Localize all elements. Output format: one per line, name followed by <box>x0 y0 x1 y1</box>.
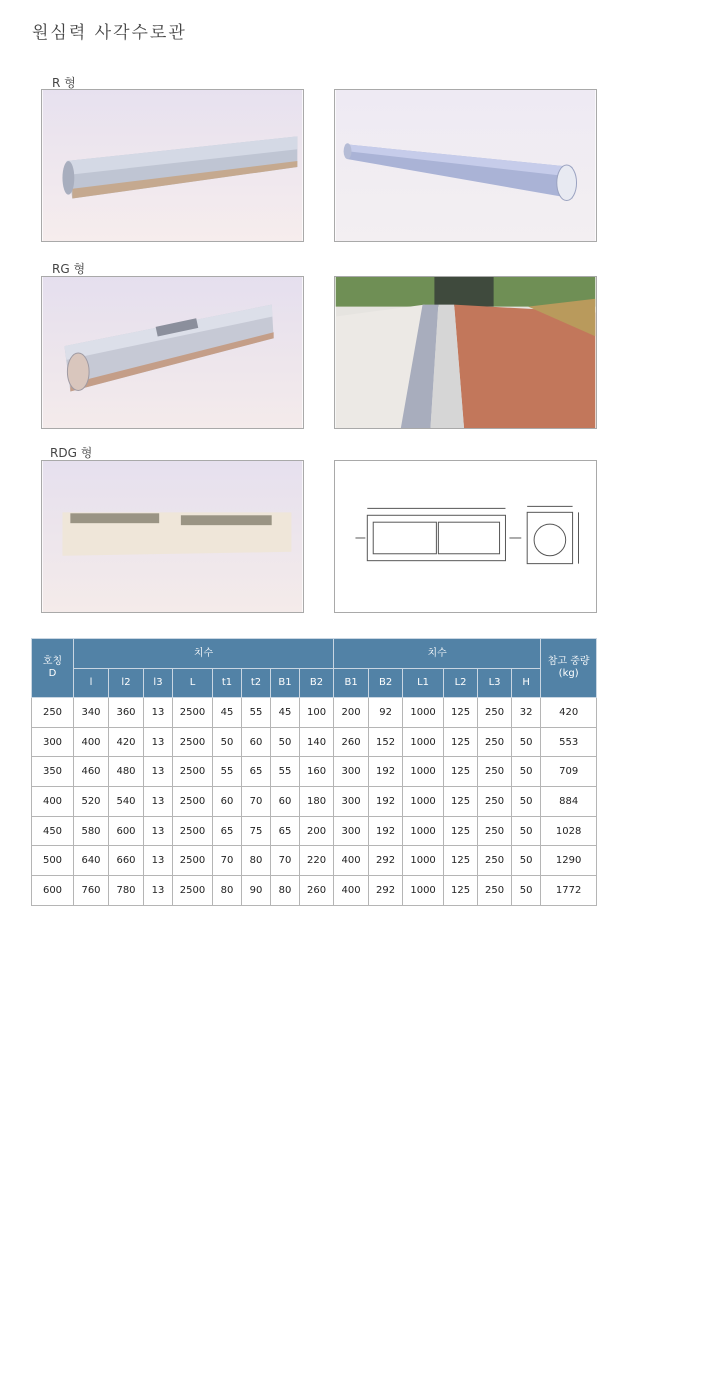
table-row <box>32 846 597 876</box>
table-cell: 75 <box>242 816 271 846</box>
table-cell: 80 <box>242 846 271 876</box>
table-cell: 1000 <box>403 846 444 876</box>
table-cell: 500 <box>32 846 74 876</box>
table-cell: 55 <box>271 757 300 787</box>
table-cell: 50 <box>271 727 300 757</box>
table-row <box>32 698 597 728</box>
table-cell: 60 <box>271 787 300 817</box>
table-cell: 760 <box>74 876 109 906</box>
table-cell: 1028 <box>541 816 597 846</box>
table-cell: 260 <box>300 876 334 906</box>
header-subcolumn: L <box>173 669 213 698</box>
table-row <box>32 727 597 757</box>
table-cell: 1000 <box>403 816 444 846</box>
header-subcolumn: l <box>74 669 109 698</box>
table-cell: 2500 <box>173 698 213 728</box>
header-dimensions-1: 치수 <box>74 639 334 669</box>
header-subcolumn: B2 <box>369 669 403 698</box>
table-cell: 250 <box>478 727 512 757</box>
table-cell: 90 <box>242 876 271 906</box>
table-cell: 2500 <box>173 816 213 846</box>
table-cell: 192 <box>369 816 403 846</box>
table-row <box>32 757 597 787</box>
table-cell: 13 <box>144 846 173 876</box>
table-cell: 780 <box>109 876 144 906</box>
table-cell: 480 <box>109 757 144 787</box>
rdg-type-diagram <box>334 460 597 613</box>
header-subcolumn: l2 <box>109 669 144 698</box>
header-subcolumn: L2 <box>444 669 478 698</box>
table-cell: 13 <box>144 698 173 728</box>
table-cell: 50 <box>512 787 541 817</box>
table-cell: 1000 <box>403 727 444 757</box>
table-cell: 125 <box>444 876 478 906</box>
rg-type-site-photo <box>334 276 597 429</box>
table-cell: 125 <box>444 698 478 728</box>
table-cell: 709 <box>541 757 597 787</box>
table-cell: 192 <box>369 757 403 787</box>
header-nominal: 호칭 D <box>32 639 74 698</box>
table-cell: 300 <box>334 757 369 787</box>
table-cell: 50 <box>213 727 242 757</box>
table-cell: 553 <box>541 727 597 757</box>
table-cell: 1000 <box>403 787 444 817</box>
table-row <box>32 876 597 906</box>
table-cell: 152 <box>369 727 403 757</box>
table-cell: 50 <box>512 757 541 787</box>
table-cell: 420 <box>541 698 597 728</box>
table-cell: 125 <box>444 727 478 757</box>
header-subcolumn: B2 <box>300 669 334 698</box>
table-cell: 2500 <box>173 876 213 906</box>
header-subcolumn: l3 <box>144 669 173 698</box>
header-subcolumn: L3 <box>478 669 512 698</box>
table-cell: 300 <box>32 727 74 757</box>
rg-type-product-photo <box>41 276 304 429</box>
table-cell: 65 <box>242 757 271 787</box>
table-cell: 125 <box>444 816 478 846</box>
header-subcolumn: t2 <box>242 669 271 698</box>
table-cell: 2500 <box>173 787 213 817</box>
table-cell: 13 <box>144 757 173 787</box>
table-cell: 2500 <box>173 846 213 876</box>
table-cell: 1000 <box>403 876 444 906</box>
table-cell: 300 <box>334 816 369 846</box>
rdg-type-product-photo <box>41 460 304 613</box>
table-cell: 1290 <box>541 846 597 876</box>
table-cell: 125 <box>444 757 478 787</box>
table-cell: 45 <box>213 698 242 728</box>
table-cell: 180 <box>300 787 334 817</box>
header-subcolumn: B1 <box>334 669 369 698</box>
table-cell: 70 <box>213 846 242 876</box>
table-cell: 13 <box>144 787 173 817</box>
table-row <box>32 787 597 817</box>
table-cell: 292 <box>369 846 403 876</box>
page-title: 원심력 사각수로관 <box>32 23 187 43</box>
header-dimensions-2: 치수 <box>334 639 541 669</box>
table-cell: 13 <box>144 876 173 906</box>
table-cell: 640 <box>74 846 109 876</box>
table-cell: 125 <box>444 787 478 817</box>
table-cell: 360 <box>109 698 144 728</box>
table-cell: 300 <box>334 787 369 817</box>
table-cell: 192 <box>369 787 403 817</box>
header-subcolumn: B1 <box>271 669 300 698</box>
table-cell: 420 <box>109 727 144 757</box>
table-cell: 70 <box>242 787 271 817</box>
table-cell: 400 <box>334 876 369 906</box>
table-cell: 13 <box>144 816 173 846</box>
table-cell: 2500 <box>173 727 213 757</box>
table-cell: 80 <box>213 876 242 906</box>
table-cell: 250 <box>478 698 512 728</box>
table-cell: 50 <box>512 727 541 757</box>
table-cell: 60 <box>242 727 271 757</box>
specification-table <box>31 638 597 906</box>
table-cell: 520 <box>74 787 109 817</box>
header-subcolumn: L1 <box>403 669 444 698</box>
table-cell: 250 <box>478 846 512 876</box>
table-cell: 80 <box>271 876 300 906</box>
table-cell: 220 <box>300 846 334 876</box>
table-cell: 884 <box>541 787 597 817</box>
table-cell: 460 <box>74 757 109 787</box>
table-cell: 250 <box>478 816 512 846</box>
table-cell: 450 <box>32 816 74 846</box>
table-body <box>32 698 597 906</box>
table-cell: 250 <box>32 698 74 728</box>
table-cell: 32 <box>512 698 541 728</box>
r-type-product-photo <box>41 89 304 242</box>
table-cell: 292 <box>369 876 403 906</box>
section-label-r: R 형 <box>52 76 76 90</box>
table-cell: 55 <box>242 698 271 728</box>
header-subcolumn: t1 <box>213 669 242 698</box>
table-cell: 1000 <box>403 757 444 787</box>
table-cell: 350 <box>32 757 74 787</box>
table-cell: 600 <box>109 816 144 846</box>
table-cell: 125 <box>444 846 478 876</box>
table-cell: 100 <box>300 698 334 728</box>
table-cell: 13 <box>144 727 173 757</box>
table-cell: 50 <box>512 876 541 906</box>
table-cell: 2500 <box>173 757 213 787</box>
table-cell: 250 <box>478 876 512 906</box>
r-type-installed-photo <box>334 89 597 242</box>
table-cell: 60 <box>213 787 242 817</box>
table-cell: 400 <box>334 846 369 876</box>
table-cell: 50 <box>512 816 541 846</box>
table-cell: 340 <box>74 698 109 728</box>
table-cell: 140 <box>300 727 334 757</box>
table-cell: 45 <box>271 698 300 728</box>
table-cell: 660 <box>109 846 144 876</box>
table-cell: 260 <box>334 727 369 757</box>
table-cell: 580 <box>74 816 109 846</box>
table-cell: 50 <box>512 846 541 876</box>
table-cell: 200 <box>300 816 334 846</box>
table-cell: 400 <box>32 787 74 817</box>
section-label-rdg: RDG 형 <box>50 446 93 460</box>
table-cell: 1000 <box>403 698 444 728</box>
table-cell: 92 <box>369 698 403 728</box>
table-cell: 250 <box>478 787 512 817</box>
table-row <box>32 816 597 846</box>
table-cell: 600 <box>32 876 74 906</box>
header-subcolumns-row <box>32 669 597 698</box>
table-cell: 70 <box>271 846 300 876</box>
table-cell: 65 <box>271 816 300 846</box>
table-cell: 540 <box>109 787 144 817</box>
header-subcolumn: H <box>512 669 541 698</box>
table-cell: 250 <box>478 757 512 787</box>
table-cell: 1772 <box>541 876 597 906</box>
table-cell: 200 <box>334 698 369 728</box>
section-label-rg: RG 형 <box>52 262 86 276</box>
table-cell: 400 <box>74 727 109 757</box>
table-cell: 65 <box>213 816 242 846</box>
table-cell: 160 <box>300 757 334 787</box>
header-weight: 참고 중량 (kg) <box>541 639 597 698</box>
table-cell: 55 <box>213 757 242 787</box>
